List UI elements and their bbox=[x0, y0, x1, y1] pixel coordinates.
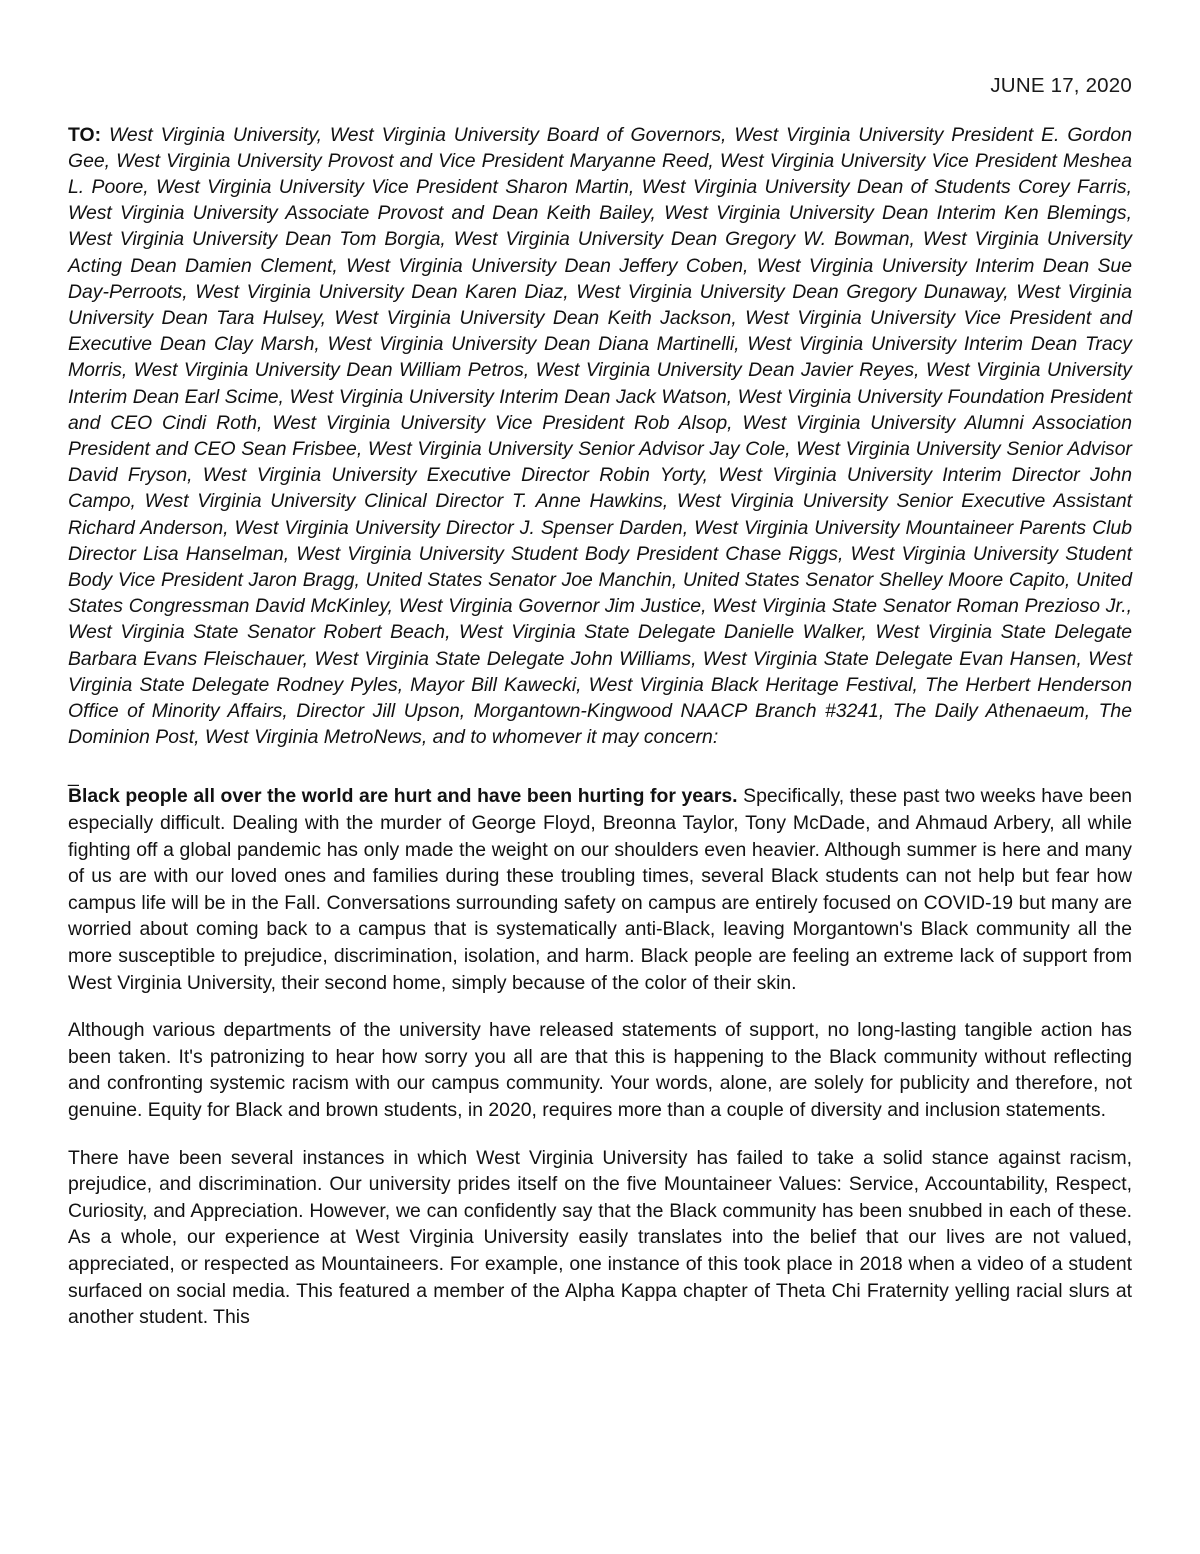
paragraph-three: There have been several instances in which West Virginia University has failed to take a solid stance against racism, prejudice, and discrimination. Our university prides itself on the five Mountaineer Values: Service, Accountability, Respect, Curiosity, and Appreciation. However, we can confidently say that the Black community has been snubbed in each of these. As a whole, our experience at West Virginia University easily translates into the belief that our lives are not valued, appreciated, or respected as Mountaineers. For example, one instance of this took place in 2018 when a video of a student surfaced on social media. This featured a member of the Alpha Kappa chapter of Theta Chi Fraternity yelling racial slurs at another student. This bbox=[68, 1146, 1132, 1329]
to-label: TO: bbox=[68, 123, 102, 146]
paragraph-one bbox=[68, 783, 1132, 996]
recipients-list bbox=[101, 124, 109, 146]
document-date: JUNE 17, 2020 bbox=[990, 74, 1132, 97]
paragraph-two: Although various departments of the university have released statements of support, no long-lasting tangible action has been taken. It's patronizing to hear how sorry you all are that this is happening to the Black community without reflecting and confronting systemic racism with our campus community. Your words, alone, are solely for publicity and therefore, not genuine. Equity for Black and brown students, in 2020, requires more than a couple of diversity and inclusion statements. bbox=[68, 1019, 1132, 1121]
recipients-block bbox=[68, 122, 1132, 751]
paragraph-one-lead: Black people all over the world are hurt and have been hurting for years. bbox=[68, 785, 738, 808]
document-content bbox=[68, 0, 1132, 1331]
recipients-text: West Virginia University, West Virginia University Board of Governors, West Virginia University President E. Gordon Gee, West Virginia University Provost and Vice President Maryanne Reed, West Virginia University Vice President Meshea L. Poore, West Virginia University Vice President Sharon Martin, West Virginia University Dean of Students Corey Farris, West Virginia University Associate Provost and Dean Keith Bailey, West Virginia University Dean Interim Ken Blemings, West Virginia University Dean Tom Borgia, West Virginia University Dean Gregory W. Bowman, West Virginia University Acting Dean Damien Clement, West Virginia University Dean Jeffery Coben, West Virginia University Interim Dean Sue Day-Perroots, West Virginia University Dean Karen Diaz, West Virginia University Dean Gregory Dunaway, West Virginia University Dean Tara Hulsey, West Virginia University Dean Keith Jackson, West Virginia University Vice President and Executive Dean Clay Marsh, West Virginia University Dean Diana Martinelli, West Virginia University Interim Dean Tracy Morris, West Virginia University Dean William Petros, West Virginia University Dean Javier Reyes, West Virginia University Interim Dean Earl Scime, West Virginia University Interim Dean Jack Watson, West Virginia University Foundation President and CEO Cindi Roth, West Virginia University Vice President Rob Alsop, West Virginia University Alumni Association President and CEO Sean Frisbee, West Virginia University Senior Advisor Jay Cole, West Virginia University Senior Advisor David Fryson, West Virginia University Executive Director Robin Yorty, West Virginia University Interim Director John Campo, West Virginia University Clinical Director T. Anne Hawkins, West Virginia University Senior Executive Assistant Richard Anderson, West Virginia University Director J. Spenser Darden, West Virginia University Mountaineer Parents Club Director Lisa Hanselman, West Virginia University Student Body President Chase Riggs, West Virginia University Student Body Vice President Jaron Bragg, United States Senator Joe Manchin, United States Senator Shelley Moore Capito, United States Congressman David McKinley, West Virginia Governor Jim Justice, West Virginia State Senator Roman Prezioso Jr., West Virginia State Senator Robert Beach, West Virginia State Delegate Danielle Walker, West Virginia State Delegate Barbara Evans Fleischauer, West Virginia State Delegate John Williams, West Virginia State Delegate Evan Hansen, West Virginia State Delegate Rodney Pyles, Mayor Bill Kawecki, West Virginia Black Heritage Festival, The Herbert Henderson Office of Minority Affairs, Director Jill Upson, Morgantown-Kingwood NAACP Branch #3241, The Daily Athenaeum, The Dominion Post, West Virginia MetroNews, and to whomever it may concern: bbox=[68, 123, 1132, 749]
separator-mark: _ bbox=[68, 765, 79, 788]
paragraph-one-body: Specifically, these past two weeks have been especially difficult. Dealing with the murder of George Floyd, Breonna Taylor, Tony McDade, and Ahmaud Arbery, all while fighting off a global pandemic has only made the weight on our shoulders even heavier. Although summer is here and many of us are with our loved ones and families during these troubling times, several Black students can not help but fear how campus life will be in the Fall. Conversations surrounding safety on campus are entirely focused on COVID-19 but many are worried about coming back to a campus that is systematically anti-Black, leaving Morgantown's Black community all the more susceptible to prejudice, discrimination, isolation, and harm. Black people are feeling an extreme lack of support from West Virginia University, their second home, simply because of the color of their skin. bbox=[68, 785, 1132, 994]
